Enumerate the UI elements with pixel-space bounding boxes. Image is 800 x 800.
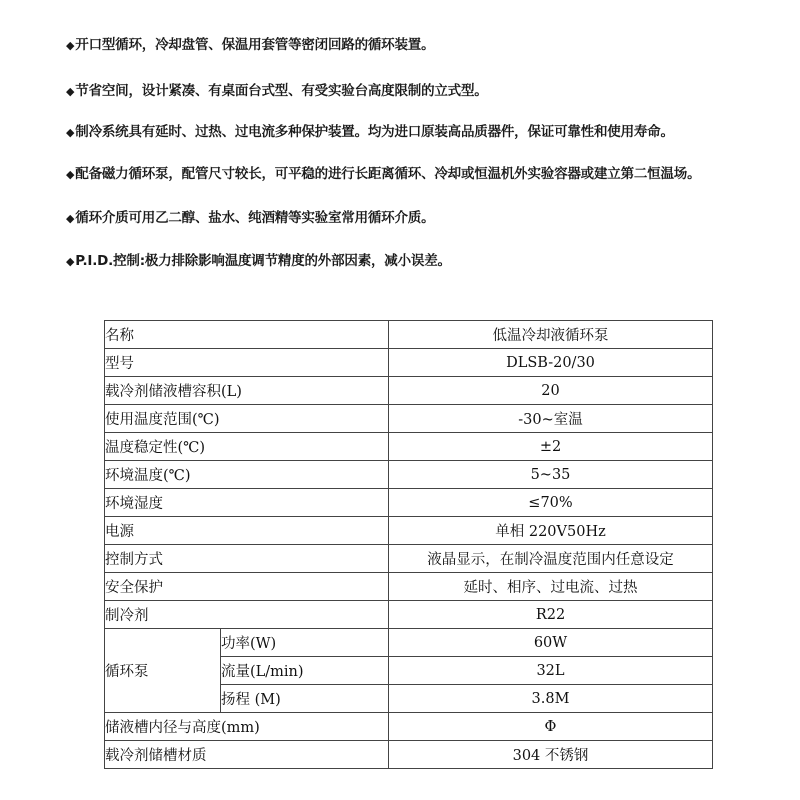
diamond-bullet-icon: ◆ (66, 85, 75, 98)
feature-text: 制冷系统具有延时、过热、过电流多种保护装置。均为进口原装高品质器件，保证可靠性和使用寿命。 (75, 124, 674, 140)
feature-text: 配备磁力循环泵，配管尺寸较长，可平稳的进行长距离循环、冷却或恒温机外实验容器或建立第二恒温场。 (75, 166, 701, 182)
pump-value: 32L (389, 657, 713, 685)
spec-value: -30~室温 (389, 405, 713, 433)
spec-value: 低温冷却液循环泵 (389, 321, 713, 349)
pump-value: 3.8M (389, 685, 713, 713)
feature-item (66, 248, 451, 274)
spec-label: 制冷剂 (105, 601, 389, 629)
spec-label: 型号 (105, 349, 389, 377)
spec-row (105, 405, 713, 433)
spec-row (105, 545, 713, 573)
spec-label: 控制方式 (105, 545, 389, 573)
diamond-bullet-icon: ◆ (66, 126, 75, 139)
spec-value: 304 不锈钢 (389, 741, 713, 769)
pump-value: 60W (389, 629, 713, 657)
spec-value: Φ (389, 713, 713, 741)
spec-label: 环境温度(℃) (105, 461, 389, 489)
feature-text: 循环介质可用乙二醇、盐水、纯酒精等实验室常用循环介质。 (75, 210, 435, 226)
spec-row (105, 713, 713, 741)
diamond-bullet-icon: ◆ (66, 212, 75, 225)
spec-value: 延时、相序、过电流、过热 (389, 573, 713, 601)
feature-item (66, 32, 434, 58)
spec-row (105, 321, 713, 349)
diamond-bullet-icon: ◆ (66, 255, 75, 268)
spec-row (105, 601, 713, 629)
spec-value: R22 (389, 601, 713, 629)
spec-value: 20 (389, 377, 713, 405)
feature-text: P.I.D.控制:极力排除影响温度调节精度的外部因素，减小误差。 (75, 253, 451, 269)
feature-item (66, 205, 434, 231)
spec-label: 安全保护 (105, 573, 389, 601)
diamond-bullet-icon: ◆ (66, 168, 75, 181)
pump-sublabel: 流量(L/min) (221, 657, 389, 685)
spec-row (105, 377, 713, 405)
spec-label: 环境湿度 (105, 489, 389, 517)
spec-value: 单相 220V50Hz (389, 517, 713, 545)
spec-value: ≤70% (389, 489, 713, 517)
pump-sublabel: 功率(W) (221, 629, 389, 657)
spec-row (105, 433, 713, 461)
diamond-bullet-icon: ◆ (66, 39, 75, 52)
spec-label: 名称 (105, 321, 389, 349)
spec-label: 载冷剂储液槽容积(L) (105, 377, 389, 405)
pump-group-label: 循环泵 (105, 629, 221, 713)
spec-row (105, 349, 713, 377)
spec-row (105, 489, 713, 517)
spec-value: 5~35 (389, 461, 713, 489)
feature-text: 开口型循环，冷却盘管、保温用套管等密闭回路的循环装置。 (75, 37, 435, 53)
feature-item (66, 161, 700, 187)
spec-label: 电源 (105, 517, 389, 545)
spec-label: 储液槽内径与高度(mm) (105, 713, 389, 741)
pump-row (105, 629, 713, 657)
pump-sublabel: 扬程 (M) (221, 685, 389, 713)
spec-row (105, 573, 713, 601)
spec-label: 载冷剂储槽材质 (105, 741, 389, 769)
spec-table (104, 320, 713, 769)
spec-label: 温度稳定性(℃) (105, 433, 389, 461)
feature-item (66, 119, 674, 145)
feature-text: 节省空间，设计紧凑、有桌面台式型、有受实验台高度限制的立式型。 (75, 83, 488, 99)
spec-label: 使用温度范围(℃) (105, 405, 389, 433)
spec-value: 液晶显示，在制冷温度范围内任意设定 (389, 545, 713, 573)
spec-value: ±2 (389, 433, 713, 461)
feature-item (66, 78, 488, 104)
spec-row (105, 461, 713, 489)
spec-row (105, 517, 713, 545)
spec-value: DLSB-20/30 (389, 349, 713, 377)
spec-row (105, 741, 713, 769)
